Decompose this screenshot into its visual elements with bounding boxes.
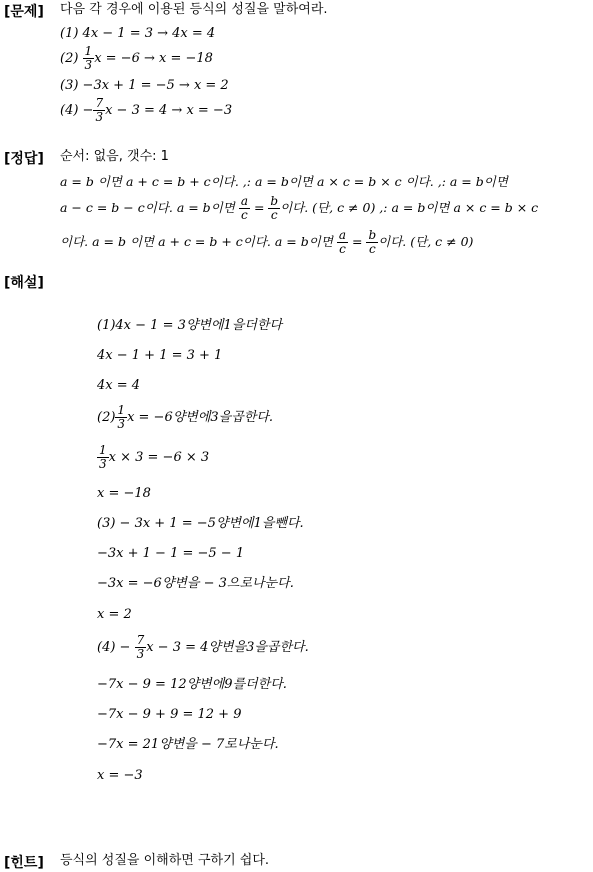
answer-line-3: 이다. a = b 이면 a + c = b + c이다. a = b이면 $\frac{a}{c}$ = $\frac{b}{c}$ 이다. (단, c ≠ 0) <box>60 228 474 256</box>
answer-line-2: a − c = b − c이다. a = b이면 $\frac{a}{c}$ = $\frac{b}{c}$ 이다. (단, c ≠ 0) ,: a = b이면 a × c = b × c <box>60 194 539 222</box>
problem-tag: [문제] <box>4 4 44 20</box>
solution-step-8: −3x + 1 − 1 = −5 − 1 <box>97 546 245 561</box>
solution-step-4: (2) $\frac{1}{3}$ x = −6양변에3을곱한다. <box>97 403 274 431</box>
solution-step-5: $\frac{1}{3}$ x × 3 = −6 × 3 <box>99 443 210 471</box>
solution-step-2: 4x − 1 + 1 = 3 + 1 <box>97 348 223 363</box>
fraction: $\frac{b}{c}$ <box>368 228 377 256</box>
answer-tag: [정답] <box>4 151 44 167</box>
solution-step-10: x = 2 <box>97 607 132 622</box>
solution-step-11: (4) − $\frac{7}{3}$ x − 3 = 4양변을3을곱한다. <box>97 633 309 661</box>
answer-line-1: a = b 이면 a + c = b + c이다. ,: a = b이면 a × c = b × c 이다. ,: a = b이면 <box>60 174 508 189</box>
solution-step-1: (1)4x − 1 = 3양변에1을더한다 <box>97 318 283 333</box>
solution-step-3: 4x = 4 <box>97 378 141 393</box>
hint-tag: [힌트] <box>4 855 44 871</box>
fraction: $\frac{b}{c}$ <box>270 194 279 222</box>
answer-head: 순서: 없음, 갯수: 1 <box>60 149 169 164</box>
solution-step-6: x = −18 <box>97 486 151 501</box>
solution-step-7: (3) − 3x + 1 = −5양변에1을뺀다. <box>97 516 304 531</box>
hint-text: 등식의 성질을 이해하면 구하기 쉽다. <box>60 853 270 868</box>
solution-step-12: −7x − 9 = 12양변에9를더한다. <box>97 677 287 692</box>
fraction: $\frac{1}{3}$ <box>99 443 107 471</box>
solution-step-13: −7x − 9 + 9 = 12 + 9 <box>97 707 242 722</box>
problem-item-3: (3) −3x + 1 = −5 → x = 2 <box>60 78 229 93</box>
fraction: $\frac{a}{c}$ <box>338 228 347 256</box>
fraction: $\frac{7}{3}$ <box>95 96 104 124</box>
solution-step-9: −3x = −6양변을 − 3으로나눈다. <box>97 576 294 591</box>
fraction: $\frac{7}{3}$ <box>136 633 145 661</box>
explanation-tag: [해설] <box>4 275 44 291</box>
problem-item-1: (1) 4x − 1 = 3 → 4x = 4 <box>60 26 216 41</box>
solution-step-15: x = −3 <box>97 768 143 783</box>
fraction: $\frac{a}{c}$ <box>240 194 248 222</box>
fraction: $\frac{1}{3}$ <box>117 403 126 431</box>
problem-text: 다음 각 경우에 이용된 등식의 성질을 말하여라. <box>60 2 328 17</box>
problem-item-2: (2) $\frac{1}{3}$ x = −6 → x = −18 <box>60 44 213 72</box>
fraction: $\frac{1}{3}$ <box>84 44 93 72</box>
problem-item-4: (4) − $\frac{7}{3}$ x − 3 = 4 → x = −3 <box>60 96 233 124</box>
solution-step-14: −7x = 21양변을 − 7로나눈다. <box>97 737 279 752</box>
